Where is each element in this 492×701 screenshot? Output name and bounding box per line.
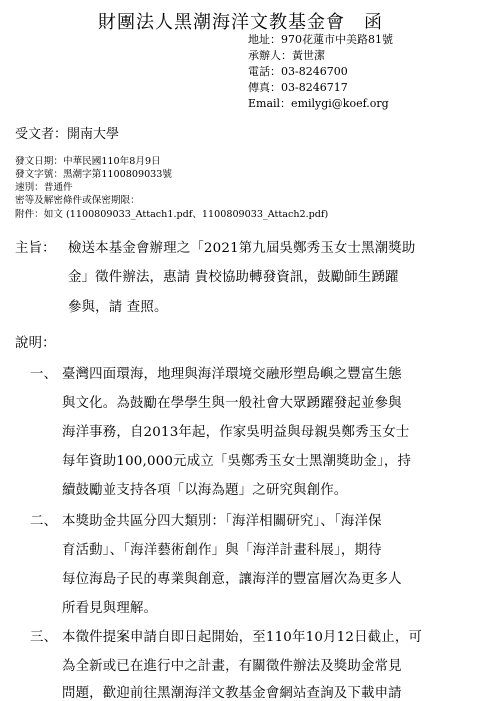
item-line: 問題，歡迎前往黑潮海洋文教基金會網站查詢及下載申請 <box>62 686 402 701</box>
item-line: 育活動」、「海洋藝術創作」與「海洋計畫科展」，期待 <box>62 543 382 558</box>
document-number: 發文字號：黑潮字第1100809033號 <box>15 169 172 180</box>
delivery-speed: 速別：普通件 <box>15 182 73 193</box>
phone-number: 電話：03-8246700 <box>248 65 348 78</box>
subject-line: 金」徵件辦法，惠請 貴校協助轉發資訊，鼓勵師生踴躍 <box>68 270 399 285</box>
item-line: 海洋事務，自2013年起，作家吳明益與母親吳鄭秀玉女士 <box>62 425 410 440</box>
item-line: 每年資助100,000元成立「吳鄭秀玉女士黑潮獎助金」，持 <box>62 454 412 469</box>
item-marker: 三、 <box>30 630 58 645</box>
document-title: 財團法人黑潮海洋文教基金會 函 <box>98 12 383 33</box>
recipient: 受文者：開南大學 <box>15 127 120 142</box>
item-line: 每位海島子民的專業與創意，讓海洋的豐富層次為更多人 <box>62 572 402 587</box>
item-line: 本徵件提案申請自即日起開始，至110年10月12日截止，可 <box>62 630 423 645</box>
item-line: 與文化。為鼓勵在學學生與一般社會大眾踴躍發起並參與 <box>62 396 402 411</box>
subject-line: 參與，請 查照。 <box>68 300 168 315</box>
fax-number: 傳真：03-8246717 <box>248 81 348 94</box>
attachments: 附件：如文 (1100809033_Attach1.pdf、1100809033_Attach2.pdf) <box>15 209 329 220</box>
subject-line: 檢送本基金會辦理之「2021第九屆吳鄭秀玉女士黑潮獎助 <box>68 241 416 256</box>
item-line: 本獎助金共區分四大類別：「海洋相關研究」、「海洋保 <box>62 514 382 529</box>
item-marker: 二、 <box>30 514 58 529</box>
item-line: 為全新或已在進行中之計畫，有關徵件辦法及獎助金常見 <box>62 659 402 674</box>
item-marker: 一、 <box>30 367 58 382</box>
subject-label: 主旨： <box>15 241 56 256</box>
item-line: 所看見與理解。 <box>62 601 158 616</box>
security-level: 密等及解密條件或保密期限： <box>15 195 140 206</box>
item-line: 臺灣四面環海，地理與海洋環境交融形塑島嶼之豐富生態 <box>62 367 402 382</box>
issue-date: 發文日期：中華民國110年8月9日 <box>15 156 161 167</box>
explanation-label: 說明： <box>15 336 56 351</box>
contact-person: 承辦人：黃世潔 <box>248 49 325 62</box>
item-line: 續鼓勵並支持各項「以海為題」之研究與創作。 <box>62 483 348 498</box>
email-address: Email：emilygi@koef.org <box>248 97 389 110</box>
sender-address: 地址：970花蓮市中美路81號 <box>248 33 393 46</box>
